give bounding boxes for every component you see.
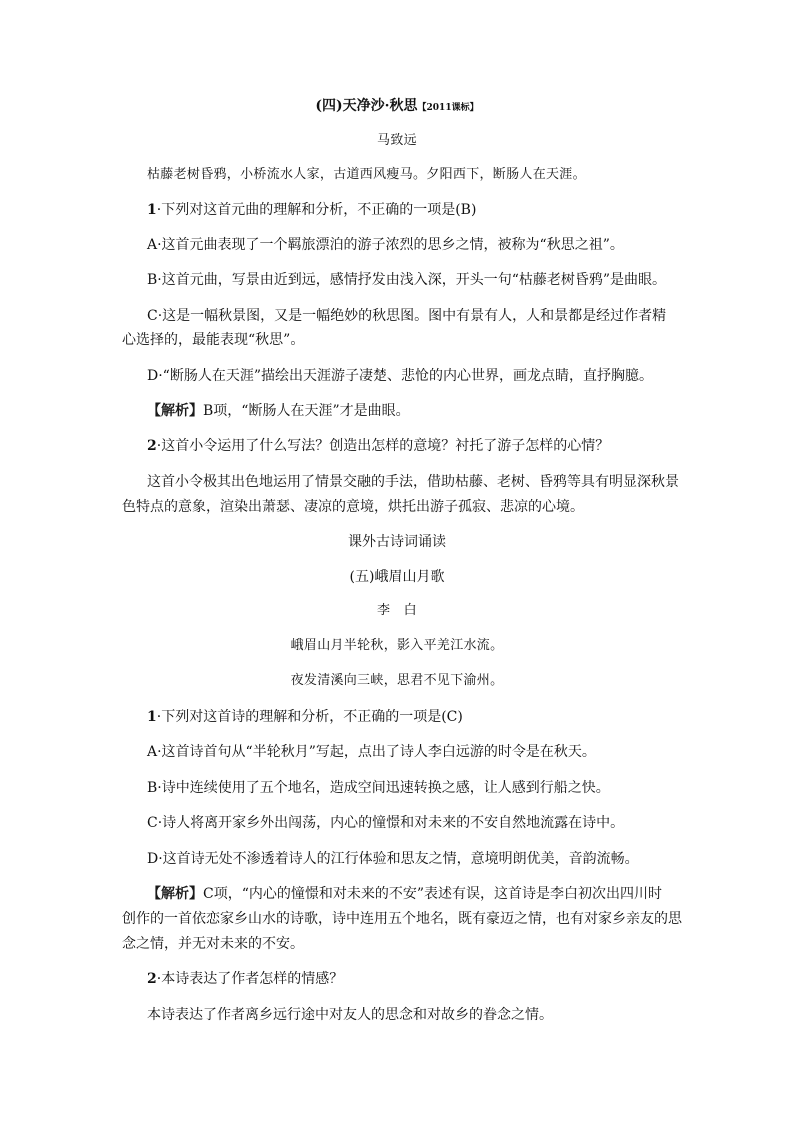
s4-q1-option-d: D·“断肠人在天涯”描绘出天涯游子凄楚、悲怆的内心世界，画龙点睛，直抒胸臆。 [147,368,653,384]
s5-q1-option-a: A·这首诗首句从“半轮秋月”写起，点出了诗人李白远游的时令是在秋天。 [147,744,596,760]
section5-poem-line1: 峨眉山月半轮秋，影入平羌江水流。 [290,638,504,653]
section4-author: 马致远 [377,133,417,148]
s5-q1-option-c: C·诗人将离开家乡外出闯荡，内心的憧憬和对未来的不安自然地流露在诗中。 [147,815,625,831]
s5-q2-stem: 2·本诗表达了作者怎样的情感？ [147,971,344,987]
s4-q1-option-c-line2: 心选择的，最能表现“秋思”。 [122,332,305,348]
section5-author: 李 白 [377,603,417,618]
section4-title [0,96,794,118]
exam-tag: 【2011课标】 [417,103,479,113]
s4-q1-option-b: B·这首元曲，写景由近到远，感情抒发由浅入深，开头一句“枯藤老树昏鸦”是曲眼。 [147,272,667,288]
extra-heading: 课外古诗词诵读 [348,534,446,550]
s4-q1-option-a: A·这首元曲表现了一个羁旅漂泊的游子浓烈的思乡之情，被称为“秋思之祖”。 [147,237,624,253]
s5-q1-stem: 1·下列对这首诗的理解和分析，不正确的一项是(C) [147,709,463,725]
s5-q2-answer: 本诗表达了作者离乡远行途中对友人的思念和对故乡的眷念之情。 [147,1007,553,1023]
s4-q2-answer-line2: 色特点的意象，渲染出萧瑟、凄凉的意境，烘托出游子孤寂、悲凉的心境。 [122,499,584,515]
s4-q1-stem: 1·下列对这首元曲的理解和分析，不正确的一项是(B) [147,202,477,218]
s4-q1-option-c-line1: C·这是一幅秋景图，又是一幅绝妙的秋思图。图中有景有人，人和景都是经过作者精 [147,308,667,324]
poem-title: (四)天净沙·秋思 [315,98,418,114]
s4-q2-stem: 2·这首小令运用了什么写法？创造出怎样的意境？衬托了游子怎样的心情？ [147,438,610,454]
s5-q1-option-b: B·诗中连续使用了五个地名，造成空间迅速转换之感，让人感到行船之快。 [147,780,610,796]
section5-poem-line2: 夜发清溪向三峡，思君不见下渝州。 [290,673,504,688]
s5-q1-analysis-line2: 创作的一首依恋家乡山水的诗歌，诗中连用五个地名，既有豪迈之情，也有对家乡亲友的思 [122,911,682,927]
s5-q1-analysis-line1: 【解析】C项，“内心的憧憬和对未来的不安”表述有误，这首诗是李白初次出四川时 [147,886,663,902]
s5-q1-analysis-line3: 念之情，并无对未来的不安。 [122,936,304,952]
s5-q1-option-d: D·这首诗无处不渗透着诗人的江行体验和思友之情，意境明朗优美，音韵流畅。 [147,851,639,867]
s4-q2-answer-line1: 这首小令极其出色地运用了情景交融的手法，借助枯藤、老树、昏鸦等具有明显深秋景 [147,474,679,490]
section5-title: (五)峨眉山月歌 [349,569,445,585]
section4-poem: 枯藤老树昏鸦，小桥流水人家，古道西风瘦马。夕阳西下，断肠人在天涯。 [147,167,586,182]
s4-q1-analysis: 【解析】B项，“断肠人在天涯”才是曲眼。 [147,403,410,419]
